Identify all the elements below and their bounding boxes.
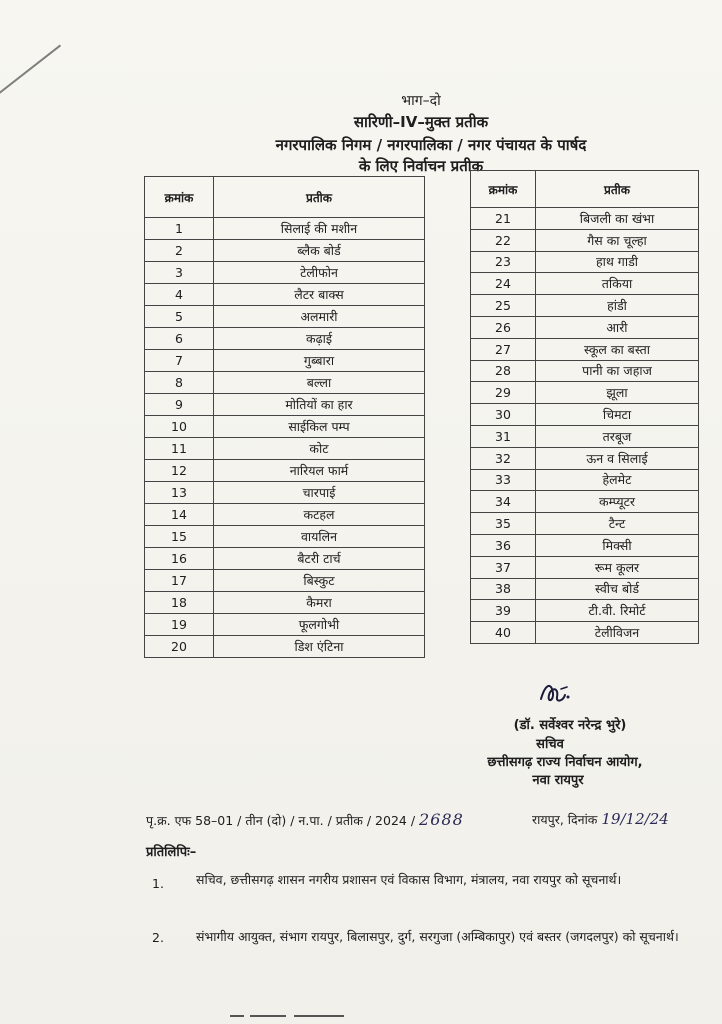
symbol-cell: कोट	[214, 438, 425, 460]
serial-cell: 34	[471, 491, 536, 513]
serial-cell: 14	[145, 504, 214, 526]
copy-item-number: 1.	[152, 876, 164, 891]
serial-cell: 3	[145, 262, 214, 284]
serial-cell: 20	[145, 636, 214, 658]
symbol-cell: वायलिन	[214, 526, 425, 548]
serial-cell: 36	[471, 534, 536, 556]
symbol-cell: कढ़ाई	[214, 328, 425, 350]
table-row	[471, 469, 699, 491]
serial-cell: 9	[145, 394, 214, 416]
serial-cell: 6	[145, 328, 214, 350]
table-row	[471, 491, 699, 513]
copy-to-label: प्रतिलिपिः–	[146, 845, 197, 860]
serial-cell: 31	[471, 425, 536, 447]
cropped-text-fragment	[230, 1012, 360, 1022]
serial-cell: 16	[145, 548, 214, 570]
symbol-cell: कैमरा	[214, 592, 425, 614]
serial-cell: 17	[145, 570, 214, 592]
copy-item-text: सचिव, छत्तीसगढ़ शासन नगरीय प्रशासन एवं विकास विभाग, मंत्रालय, नवा रायपुर को सूचनार्थ।	[196, 872, 622, 887]
serial-cell: 12	[145, 460, 214, 482]
table-row	[145, 240, 425, 262]
table-row	[145, 570, 425, 592]
table-row	[471, 600, 699, 622]
symbol-cell: बल्ला	[214, 372, 425, 394]
table-row	[145, 218, 425, 240]
serial-cell: 39	[471, 600, 536, 622]
serial-cell: 5	[145, 306, 214, 328]
title-line-1: नगरपालिक निगम / नगरपालिका / नगर पंचायत के पार्षद	[275, 136, 587, 154]
table-row	[145, 372, 425, 394]
table-row	[145, 438, 425, 460]
serial-cell: 40	[471, 622, 536, 644]
table-row	[471, 404, 699, 426]
symbol-cell: गुब्बारा	[214, 350, 425, 372]
col-header-serial: क्रमांक	[145, 177, 214, 218]
symbol-cell: हाथ गाडी	[536, 251, 699, 273]
serial-cell: 33	[471, 469, 536, 491]
symbol-cell: टेलीविजन	[536, 622, 699, 644]
symbol-cell: ऊन व सिलाई	[536, 447, 699, 469]
table-row	[471, 447, 699, 469]
handwritten-signature	[537, 675, 573, 711]
col-header-serial: क्रमांक	[471, 171, 536, 208]
table-row	[471, 513, 699, 535]
symbol-cell: फूलगोभी	[214, 614, 425, 636]
serial-cell: 13	[145, 482, 214, 504]
symbol-cell: नारियल फार्म	[214, 460, 425, 482]
serial-cell: 19	[145, 614, 214, 636]
symbol-cell: हेलमेट	[536, 469, 699, 491]
table-row	[145, 614, 425, 636]
serial-cell: 21	[471, 208, 536, 230]
table-row	[145, 636, 425, 658]
serial-cell: 1	[145, 218, 214, 240]
signatory-name: (डॉ. सर्वेश्वर नरेन्द्र भुरे)	[513, 718, 627, 733]
serial-cell: 27	[471, 338, 536, 360]
symbol-cell: झूला	[536, 382, 699, 404]
serial-cell: 28	[471, 360, 536, 382]
symbol-cell: सिलाई की मशीन	[214, 218, 425, 240]
page-fold-mark	[0, 45, 61, 102]
table-row	[145, 482, 425, 504]
serial-cell: 18	[145, 592, 214, 614]
signatory-place: नवा रायपुर	[532, 773, 584, 788]
table-row	[145, 460, 425, 482]
reference-date: 19/12/24	[601, 810, 669, 828]
table-row	[145, 350, 425, 372]
schedule-heading: सारिणी–IV–मुक्त प्रतीक	[353, 113, 489, 131]
serial-cell: 30	[471, 404, 536, 426]
symbol-cell: टैन्ट	[536, 513, 699, 535]
symbol-cell: साईकिल पम्प	[214, 416, 425, 438]
table-row	[145, 592, 425, 614]
serial-cell: 23	[471, 251, 536, 273]
copy-item-number: 2.	[152, 930, 164, 945]
table-row	[471, 534, 699, 556]
symbol-cell: आरी	[536, 316, 699, 338]
symbol-cell: मिक्सी	[536, 534, 699, 556]
symbol-cell: पानी का जहाज	[536, 360, 699, 382]
table-row	[471, 425, 699, 447]
symbol-cell: अलमारी	[214, 306, 425, 328]
symbol-cell: मोतियों का हार	[214, 394, 425, 416]
serial-cell: 11	[145, 438, 214, 460]
serial-cell: 10	[145, 416, 214, 438]
serial-cell: 2	[145, 240, 214, 262]
table-row	[145, 394, 425, 416]
table-row	[471, 208, 699, 230]
serial-cell: 24	[471, 273, 536, 295]
table-row	[145, 548, 425, 570]
table-row	[471, 251, 699, 273]
table-row	[145, 526, 425, 548]
table-row	[471, 382, 699, 404]
symbol-cell: डिश एंटिना	[214, 636, 425, 658]
symbol-cell: लैटर बाक्स	[214, 284, 425, 306]
reference-prefix: पृ.क्र. एफ 58–01 / तीन (दो) / न.पा. / प्रतीक / 2024 /	[146, 813, 416, 828]
table-row	[471, 295, 699, 317]
table-row	[471, 360, 699, 382]
copy-item-text: संभागीय आयुक्त, संभाग रायपुर, बिलासपुर, दुर्ग, सरगुजा (अम्बिकापुर) एवं बस्तर (जगदलपुर) को सूचनार्थ।	[196, 929, 679, 944]
serial-cell: 32	[471, 447, 536, 469]
symbol-cell: कम्प्यूटर	[536, 491, 699, 513]
title-line-2: के लिए निर्वाचन प्रतीक	[358, 157, 484, 175]
symbol-table-left	[144, 176, 425, 658]
table-row	[145, 328, 425, 350]
serial-cell: 4	[145, 284, 214, 306]
serial-cell: 8	[145, 372, 214, 394]
reference-line	[146, 810, 464, 829]
table-row	[145, 262, 425, 284]
symbol-cell: बैटरी टार्च	[214, 548, 425, 570]
serial-cell: 37	[471, 556, 536, 578]
symbol-cell: ब्लैक बोर्ड	[214, 240, 425, 262]
table-row	[145, 416, 425, 438]
symbol-table-right	[470, 170, 699, 644]
serial-cell: 22	[471, 229, 536, 251]
col-header-symbol: प्रतीक	[536, 171, 699, 208]
table-row	[471, 273, 699, 295]
serial-cell: 25	[471, 295, 536, 317]
symbol-cell: टेलीफोन	[214, 262, 425, 284]
symbol-cell: स्वीच बोर्ड	[536, 578, 699, 600]
signatory-designation: सचिव	[536, 737, 564, 752]
serial-cell: 29	[471, 382, 536, 404]
table-row	[471, 578, 699, 600]
symbol-cell: कटहल	[214, 504, 425, 526]
table-row	[145, 284, 425, 306]
serial-cell: 35	[471, 513, 536, 535]
symbol-cell: टी.वी. रिमोर्ट	[536, 600, 699, 622]
col-header-symbol: प्रतीक	[214, 177, 425, 218]
table-row	[145, 306, 425, 328]
serial-cell: 7	[145, 350, 214, 372]
reference-number: 2688	[419, 810, 464, 829]
table-row	[471, 316, 699, 338]
serial-cell: 38	[471, 578, 536, 600]
symbol-cell: चारपाई	[214, 482, 425, 504]
symbol-cell: स्कूल का बस्ता	[536, 338, 699, 360]
table-row	[471, 338, 699, 360]
signatory-office: छत्तीसगढ़ राज्य निर्वाचन आयोग,	[487, 755, 643, 770]
serial-cell: 26	[471, 316, 536, 338]
symbol-cell: रूम कूलर	[536, 556, 699, 578]
symbol-cell: चिमटा	[536, 404, 699, 426]
table-row	[145, 504, 425, 526]
table-row	[471, 622, 699, 644]
symbol-cell: हांडी	[536, 295, 699, 317]
symbol-cell: तकिया	[536, 273, 699, 295]
table-row	[471, 556, 699, 578]
table-row	[471, 229, 699, 251]
symbol-cell: तरबूज	[536, 425, 699, 447]
symbol-cell: बिजली का खंभा	[536, 208, 699, 230]
reference-date-line	[532, 810, 669, 828]
part-heading: भाग–दो	[401, 93, 441, 109]
symbol-cell: गैस का चूल्हा	[536, 229, 699, 251]
symbol-cell: बिस्कुट	[214, 570, 425, 592]
serial-cell: 15	[145, 526, 214, 548]
place-date-label: रायपुर, दिनांक	[532, 812, 598, 827]
